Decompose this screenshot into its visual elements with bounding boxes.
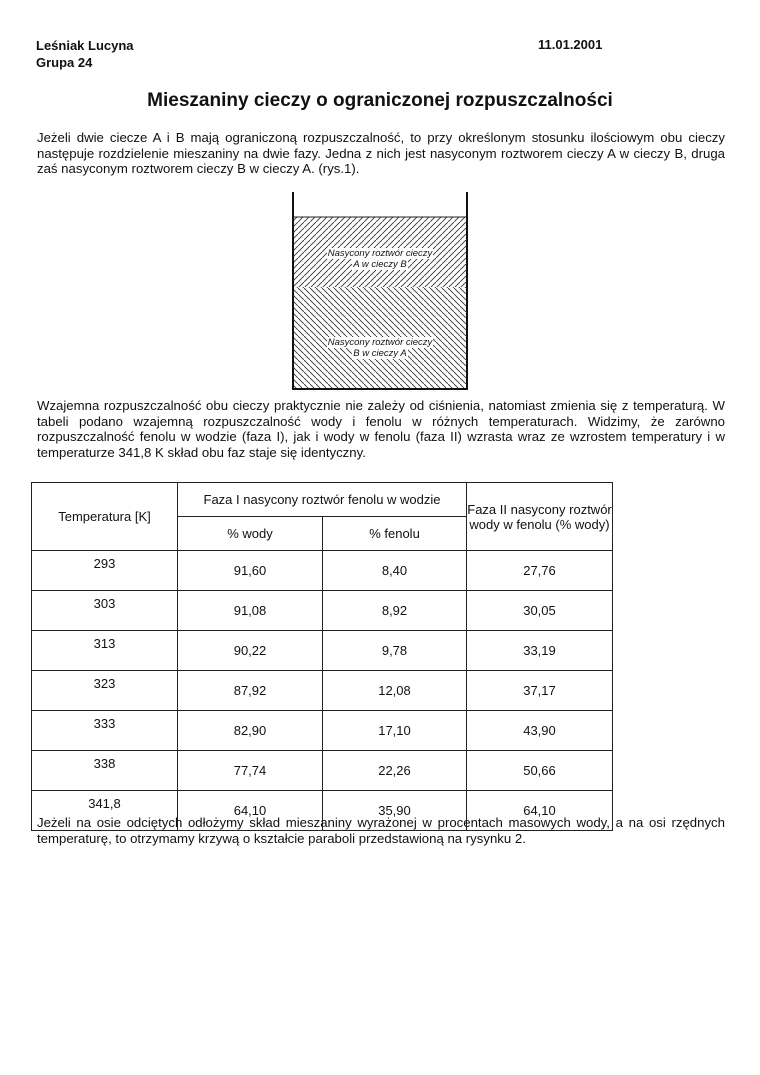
cell-phase2-water: 64,10 bbox=[467, 791, 613, 831]
upper-phase-label bbox=[292, 248, 468, 270]
cell-phenol: 9,78 bbox=[323, 631, 467, 671]
cell-phase2-water: 43,90 bbox=[467, 711, 613, 751]
intro-paragraph: Jeżeli dwie ciecze A i B mają ograniczoną rozpuszczalność, to przy określonym stosunku ilościowym obu cieczy następuje rozdzielenie mieszaniny na dwie fazy. Jedna z nich jest nasyconym roztworem cieczy A w cieczy B, druga zaś nasyconym roztworem cieczy B w cieczy A. (rys.1). bbox=[37, 130, 725, 176]
header-phase1: Faza I nasycony roztwór fenolu w wodzie bbox=[178, 483, 467, 517]
cell-temperature: 341,8 bbox=[32, 791, 178, 831]
cell-temperature: 333 bbox=[32, 711, 178, 751]
cell-phenol: 17,10 bbox=[323, 711, 467, 751]
cell-phase2-water: 37,17 bbox=[467, 671, 613, 711]
upper-phase-label-line2: A w cieczy B bbox=[353, 259, 407, 270]
cell-water: 91,60 bbox=[178, 551, 323, 591]
cell-water: 90,22 bbox=[178, 631, 323, 671]
cell-phenol: 8,40 bbox=[323, 551, 467, 591]
cell-water: 91,08 bbox=[178, 591, 323, 631]
table-row bbox=[32, 591, 613, 631]
closing-paragraph: Jeżeli na osie odciętych odłożymy skład mieszaniny wyrażonej w procentach masowych wody, a na osi rzędnych temperaturę, to otrzymamy krzywą o kształcie paraboli przedstawioną na rysynku 2. bbox=[37, 815, 725, 846]
header-phase2: Faza II nasycony roztwór wody w fenolu (% wody) bbox=[467, 483, 613, 551]
lower-phase-label bbox=[292, 337, 468, 359]
cell-phase2-water: 50,66 bbox=[467, 751, 613, 791]
cell-temperature: 293 bbox=[32, 551, 178, 591]
cell-phenol: 35,90 bbox=[323, 791, 467, 831]
cell-phase2-water: 30,05 bbox=[467, 591, 613, 631]
cell-temperature: 338 bbox=[32, 751, 178, 791]
author-name: Leśniak Lucyna bbox=[36, 38, 134, 53]
lower-phase-label-line2: B w cieczy A bbox=[353, 348, 407, 359]
page-title: Mieszaniny cieczy o ograniczonej rozpuszczalności bbox=[147, 90, 613, 111]
cell-temperature: 323 bbox=[32, 671, 178, 711]
header-temperature: Temperatura [K] bbox=[32, 483, 178, 551]
cell-water: 82,90 bbox=[178, 711, 323, 751]
document-date: 11.01.2001 bbox=[538, 37, 603, 52]
figure-two-phase-beaker bbox=[292, 192, 468, 390]
cell-phase2-water: 27,76 bbox=[467, 551, 613, 591]
cell-phenol: 8,92 bbox=[323, 591, 467, 631]
cell-water: 77,74 bbox=[178, 751, 323, 791]
mutual-solubility-paragraph: Wzajemna rozpuszczalność obu cieczy praktycznie nie zależy od ciśnienia, natomiast zmienia się z temperaturą. W tabeli podano wzajemną rozpuszczalność wody i fenolu w różnych temperaturach. Widzimy, że zarówno rozpuszczalność fenolu w wodzie (faza I), jak i wody w fenolu (faza II) wzrasta wraz ze wzrostem temperatury i w temperaturze 341,8 K skład obu faz staje się identyczny. bbox=[37, 398, 725, 460]
header-phenol-percent: % fenolu bbox=[323, 517, 467, 551]
table-row bbox=[32, 671, 613, 711]
cell-temperature: 313 bbox=[32, 631, 178, 671]
cell-water: 87,92 bbox=[178, 671, 323, 711]
cell-temperature: 303 bbox=[32, 591, 178, 631]
author-block bbox=[36, 37, 134, 71]
beaker-illustration bbox=[292, 192, 468, 390]
cell-phase2-water: 33,19 bbox=[467, 631, 613, 671]
cell-phenol: 12,08 bbox=[323, 671, 467, 711]
group-label: Grupa 24 bbox=[36, 55, 93, 70]
header-water-percent: % wody bbox=[178, 517, 323, 551]
upper-phase-label-line1: Nasycony roztwór cieczy bbox=[327, 248, 433, 259]
cell-phenol: 22,26 bbox=[323, 751, 467, 791]
table-row bbox=[32, 551, 613, 591]
table-row bbox=[32, 631, 613, 671]
lower-phase-label-line1: Nasycony roztwór cieczy bbox=[327, 337, 433, 348]
cell-water: 64,10 bbox=[178, 791, 323, 831]
table-row bbox=[32, 711, 613, 751]
solubility-table bbox=[31, 482, 613, 831]
table-row bbox=[32, 751, 613, 791]
